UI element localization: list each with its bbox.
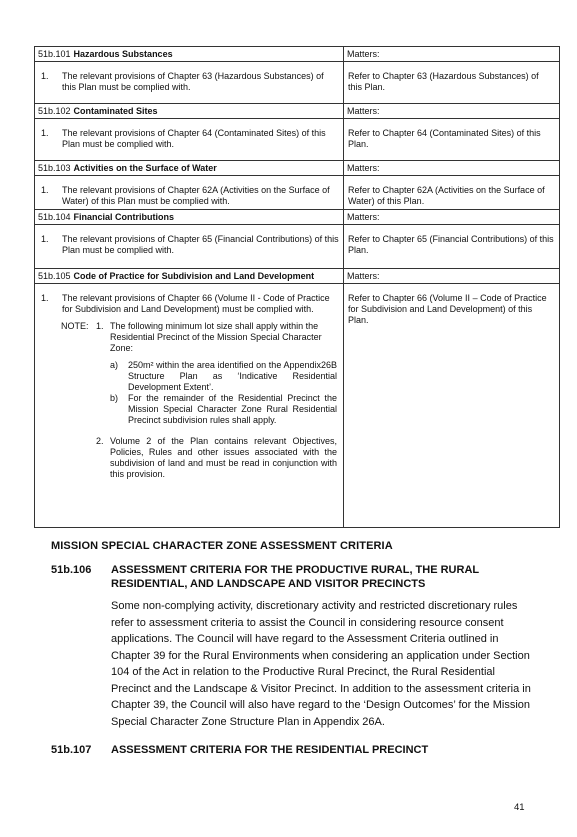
item-number: 1. — [41, 185, 49, 195]
note-text: Volume 2 of the Plan contains relevant Objectives, Policies, Rules and other issues associated with the subdivision of land and must be read in conjunction with this provision. — [110, 436, 337, 479]
rule-cell — [35, 47, 344, 104]
heading-51b-107 — [51, 743, 531, 757]
rule-heading — [35, 210, 343, 225]
matters-label: Matters: — [344, 269, 559, 284]
item-number: 1. — [41, 128, 49, 138]
matters-label: Matters: — [344, 47, 559, 62]
rule-text: The relevant provisions of Chapter 62A (Activities on the Surface of Water) of this Plan must be complied with. — [62, 185, 330, 206]
sub-item — [39, 393, 339, 426]
rule-number: 51b.103 — [38, 163, 71, 173]
rule-number: 51b.102 — [38, 106, 71, 116]
rule-cell — [35, 161, 344, 210]
table-row — [35, 47, 560, 104]
rule-heading — [35, 269, 343, 284]
matters-text: Refer to Chapter 62A (Activities on the Surface of Water) of this Plan. — [348, 185, 545, 206]
note-number: 2. — [96, 436, 104, 446]
matters-label: Matters: — [344, 161, 559, 176]
matters-text: Refer to Chapter 63 (Hazardous Substances) of this Plan. — [348, 71, 539, 92]
rule-cell — [35, 210, 344, 269]
matters-cell — [344, 161, 560, 210]
rule-text: The relevant provisions of Chapter 63 (Hazardous Substances) of this Plan must be complied with. — [62, 71, 324, 92]
rule-title: Contaminated Sites — [73, 106, 158, 116]
rule-heading — [35, 104, 343, 119]
heading-text: ASSESSMENT CRITERIA FOR THE RESIDENTIAL PRECINCT — [111, 744, 429, 756]
rule-text: The relevant provisions of Chapter 65 (Financial Contributions) of this Plan must be complied with. — [62, 234, 339, 255]
rule-number: 51b.101 — [38, 49, 71, 59]
heading-number: 51b.107 — [51, 744, 92, 756]
heading-number: 51b.106 — [51, 564, 92, 576]
note-text: The following minimum lot size shall apply within the Residential Precinct of the Mission Special Character Zone: — [110, 321, 322, 353]
sub-item-text: 250m² within the area identified on the Appendix26B Structure Plan as ‘Indicative Residential Development Extent’. — [128, 360, 337, 392]
rule-cell — [35, 104, 344, 161]
rule-number: 51b.105 — [38, 271, 71, 281]
matters-cell — [344, 104, 560, 161]
matters-cell — [344, 210, 560, 269]
matters-label: Matters: — [344, 210, 559, 225]
table-row — [35, 161, 560, 210]
note — [39, 321, 339, 354]
section-title: MISSION SPECIAL CHARACTER ZONE ASSESSMENT CRITERIA — [51, 540, 393, 552]
item-number: 1. — [41, 293, 49, 303]
matters-text: Refer to Chapter 64 (Contaminated Sites) of this Plan. — [348, 128, 541, 149]
item-number: 1. — [41, 71, 49, 81]
rule-cell — [35, 269, 344, 528]
rule-text: The relevant provisions of Chapter 64 (Contaminated Sites) of this Plan must be complied with. — [62, 128, 326, 149]
table-row — [35, 104, 560, 161]
rule-title: Code of Practice for Subdivision and Land Development — [73, 271, 315, 281]
rules-table — [34, 46, 560, 528]
sub-item-text: For the remainder of the Residential Precinct the Mission Special Character Zone Rural Residential Precinct subdivision rules shall apply. — [128, 393, 337, 425]
item-number: 1. — [41, 234, 49, 244]
sub-item-label: b) — [110, 393, 119, 403]
note-number: 1. — [96, 321, 104, 331]
table-row — [35, 269, 560, 528]
page-number: 41 — [514, 802, 525, 813]
rule-title: Hazardous Substances — [73, 49, 173, 59]
rule-title: Financial Contributions — [73, 212, 175, 222]
heading-51b-106 — [51, 563, 531, 591]
matters-cell — [344, 269, 560, 528]
rule-title: Activities on the Surface of Water — [73, 163, 217, 173]
note — [39, 436, 339, 480]
matters-label: Matters: — [344, 104, 559, 119]
body-paragraph: Some non-complying activity, discretionary activity and restricted discretionary rules refer to assessment criteria to assist the Council in considering resource consent applications. The Council will have regard to the Assessment Criteria outlined in Chapter 39 for the Rural Environments when considering an application under Section 104 of the Act in relation to the Productive Rural Precinct, the Rural Residential Precinct and the Landscape & Visitor Precinct. In addition to the assessment criteria in Chapter 39, the Council will also have regard to the ‘Design Outcomes’ for the Mission Special Character Zone Structure Plan in Appendix 26A. — [111, 600, 531, 728]
rule-heading — [35, 47, 343, 62]
rule-heading — [35, 161, 343, 176]
matters-text: Refer to Chapter 65 (Financial Contributions) of this Plan. — [348, 234, 554, 255]
sub-item — [39, 360, 339, 393]
note-label: NOTE: — [61, 321, 89, 331]
table-row — [35, 210, 560, 269]
rule-number: 51b.104 — [38, 212, 71, 222]
sub-item-label: a) — [110, 360, 119, 370]
matters-cell — [344, 47, 560, 104]
rule-text: The relevant provisions of Chapter 66 (Volume II - Code of Practice for Subdivision and Land Development) must be complied with. — [62, 293, 330, 314]
matters-text: Refer to Chapter 66 (Volume II – Code of Practice for Subdivision and Land Development) of this Plan. — [348, 293, 547, 325]
heading-text: ASSESSMENT CRITERIA FOR THE PRODUCTIVE RURAL, THE RURAL RESIDENTIAL, AND LANDSCAPE AND VISITOR PRECINCTS — [111, 564, 479, 590]
